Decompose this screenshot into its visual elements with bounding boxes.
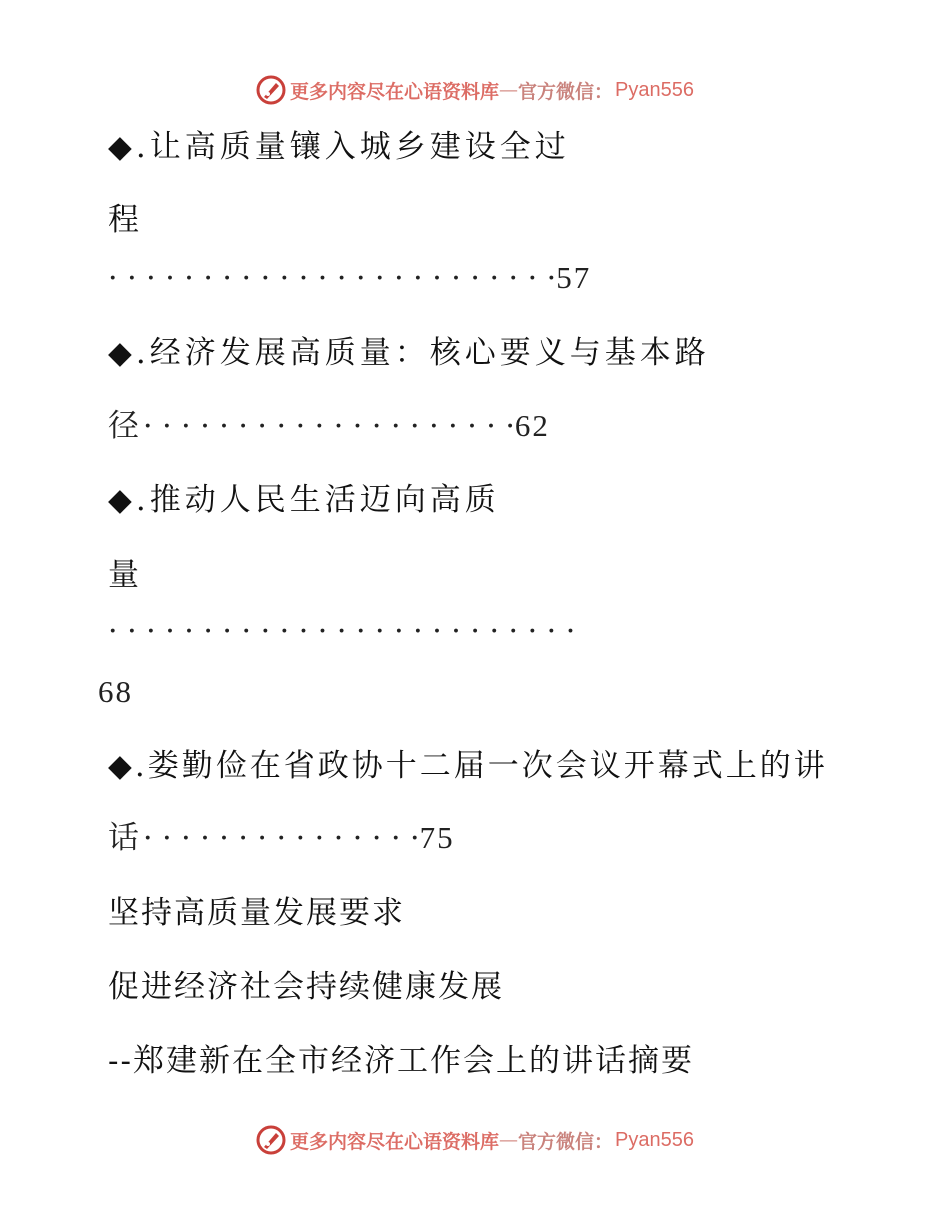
pen-nib-logo-icon: [256, 1125, 286, 1155]
toc-entry-continuation: 话: [108, 820, 143, 856]
watermark-header: [0, 72, 950, 108]
watermark-footer: [0, 1122, 950, 1158]
toc-leader-dots: · · · · · · · · · · · · · · ·: [143, 821, 420, 856]
toc-leader-row: [108, 612, 575, 652]
toc-entry-leader-row: [108, 406, 550, 447]
toc-entry-continuation: 程: [108, 202, 143, 238]
toc-entry-title: ◆.让高质量镶入城乡建设全过: [108, 129, 570, 165]
toc-entry-continuation: 量: [108, 557, 143, 593]
toc-leader-dots: · · · · · · · · · · · · · · · · · · · · · · · ·: [108, 261, 557, 296]
watermark-label: 官方微信：: [518, 80, 614, 103]
toc-entry-title: ◆.推动人民生活迈向高质: [108, 482, 500, 518]
heading-line-3: --郑建新在全市经济工作会上的讲话摘要: [108, 1043, 694, 1079]
watermark-wechat-id: Pyan556: [615, 78, 694, 101]
toc-page-number: 57: [556, 260, 592, 295]
toc-page-row: [98, 672, 133, 713]
toc-entry-continuation: 径: [108, 408, 143, 444]
toc-entry-leader-row: [108, 818, 455, 859]
watermark-text: 更多内容尽在心语资料库: [290, 1130, 500, 1153]
watermark-wechat-id: Pyan556: [615, 1128, 694, 1151]
toc-page-number: 75: [419, 820, 455, 855]
pen-nib-logo-icon: [256, 75, 286, 105]
toc-leader-dots: · · · · · · · · · · · · · · · · · · · ·: [143, 409, 515, 444]
watermark-text: 更多内容尽在心语资料库: [290, 80, 500, 103]
watermark-dash: —: [499, 1129, 519, 1151]
toc-entry-title: ◆.经济发展高质量：核心要义与基本路: [108, 335, 710, 371]
toc-entry-title: ◆.娄勤俭在省政协十二届一次会议开幕式上的讲: [108, 748, 828, 784]
toc-page-number: 62: [514, 408, 550, 443]
toc-page-number: 68: [98, 674, 133, 709]
toc-entry-leader-row: [108, 258, 591, 299]
heading-line-1: 坚持高质量发展要求: [108, 895, 405, 931]
heading-line-2: 促进经济社会持续健康发展: [108, 969, 504, 1005]
toc-leader-dots: · · · · · · · · · · · · · · · · · · · · · · · · ·: [108, 614, 576, 649]
watermark-dash: —: [499, 79, 519, 101]
watermark-label: 官方微信：: [518, 1130, 614, 1153]
